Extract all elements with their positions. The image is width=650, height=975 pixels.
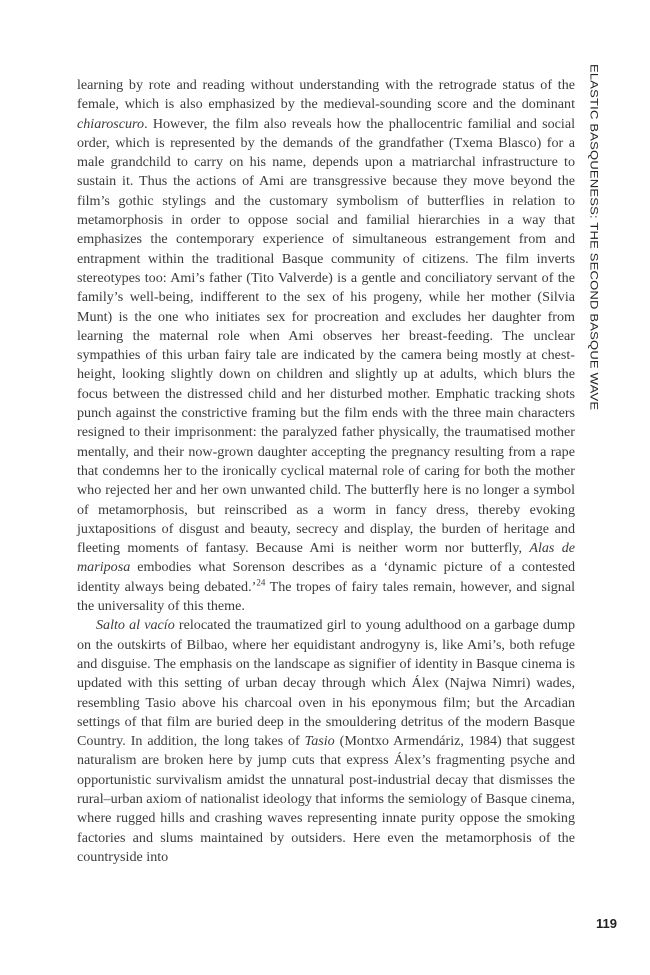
paragraph-2: [77, 616, 575, 867]
para2-italic-film-title: Salto al vacío: [96, 617, 175, 634]
page-number: 119: [596, 916, 617, 931]
para1-text-2: . However, the film also reveals how the phallocentric familial and social order, which is represented by the demands of the grandfather (Txema Blasco) for a male grandchild to carry on his name, depends upon a matriarchal infrastructure to sustain it. Thus the actions of Ami are transgressive because they move beyond the film’s gothic stylings and the customary symbolism of butterflies in relation to metamorphosis in order to oppose social and familial hierarchies in a way that emphasizes the contemporary experience of simultaneous estrangement from and entrapment within the traditional Basque community of citizens. The film inverts stereotypes too: Ami’s father (Tito Valverde) is a gentle and conciliatory servant of the family’s well-being, indifferent to the sex of his progeny, while her mother (Silvia Munt) is the one who initiates sex for procreation and excludes her daughter from learning the maternal role when Ami observes her breast-feeding. The unclear sympathies of this urban fairy tale are indicated by the camera being mostly at chest-height, looking slightly down on children and slightly up at adults, which blurs the focus between the distressed child and her disturbed mother. Emphatic tracking shots punch against the constrictive framing but the film ends with the three main characters resigned to their imprisonment: the paralyzed father physically, the traumatised mother mentally, and their now-grown daughter accepting the pregnancy resulting from a rape that condemns her to the ironically cyclical maternal role of caring for both the mother who rejected her and her own unwanted child. The butterfly here is no longer a symbol of metamorphosis, but reinscribed as a worm in fancy dress, thereby evoking juxtapositions of disgust and beauty, secrecy and display, the burden of heritage and fleeting moments of fantasy. Because Ami is neither worm nor butterfly,: [77, 115, 575, 557]
para2-text-2: (Montxo Armendáriz, 1984) that suggest naturalism are broken here by jump cuts that express Álex’s fragmenting psyche and opportunistic survivalism amidst the unnatural post-industrial decay that dismisses the rural–urban axiom of nationalist ideology that informs the semiology of Basque cinema, where rugged hills and crashing waves representing innate purity oppose the smoking factories and slums maintained by outsiders. Here even the metamorphosis of the countryside into: [77, 733, 575, 865]
para1-text-3: embodies what Sorenson describes as a ‘dynamic picture of a contested identity always being debated.’: [77, 559, 575, 595]
para1-italic-chiaroscuro: chiaroscuro: [77, 115, 145, 132]
footnote-marker: 24: [256, 577, 266, 588]
para2-text-1: relocated the traumatized girl to young adulthood on a garbage dump on the outskirts of Bilbao, where her equidistant androgyny is, like Ami’s, both refuge and disguise. The emphasis on the landscape as signifier of identity in Basque cinema is updated with this setting of urban decay through which Álex (Najwa Nimri) wades, resembling Tasio above his charcoal oven in his eponymous film; but the Arcadian settings of that film are buried deep in the smouldering detritus of the modern Basque Country. In addition, the long takes of: [77, 617, 575, 750]
running-head: ELASTIC BASQUENESS: THE SECOND BASQUE WAVE: [588, 64, 601, 411]
para2-italic-tasio: Tasio: [304, 733, 335, 750]
paragraph-1: [77, 76, 575, 616]
body-text: [77, 76, 575, 867]
para1-italic-film-title: Alas de mariposa: [77, 540, 575, 576]
para1-text-4: The tropes of fairy tales remain, however, and signal the universality of this theme.: [77, 578, 575, 615]
para1-text-1: learning by rote and reading without understanding with the retrograde status of the female, which is also emphasized by the medieval-sounding score and the dominant: [77, 77, 575, 113]
